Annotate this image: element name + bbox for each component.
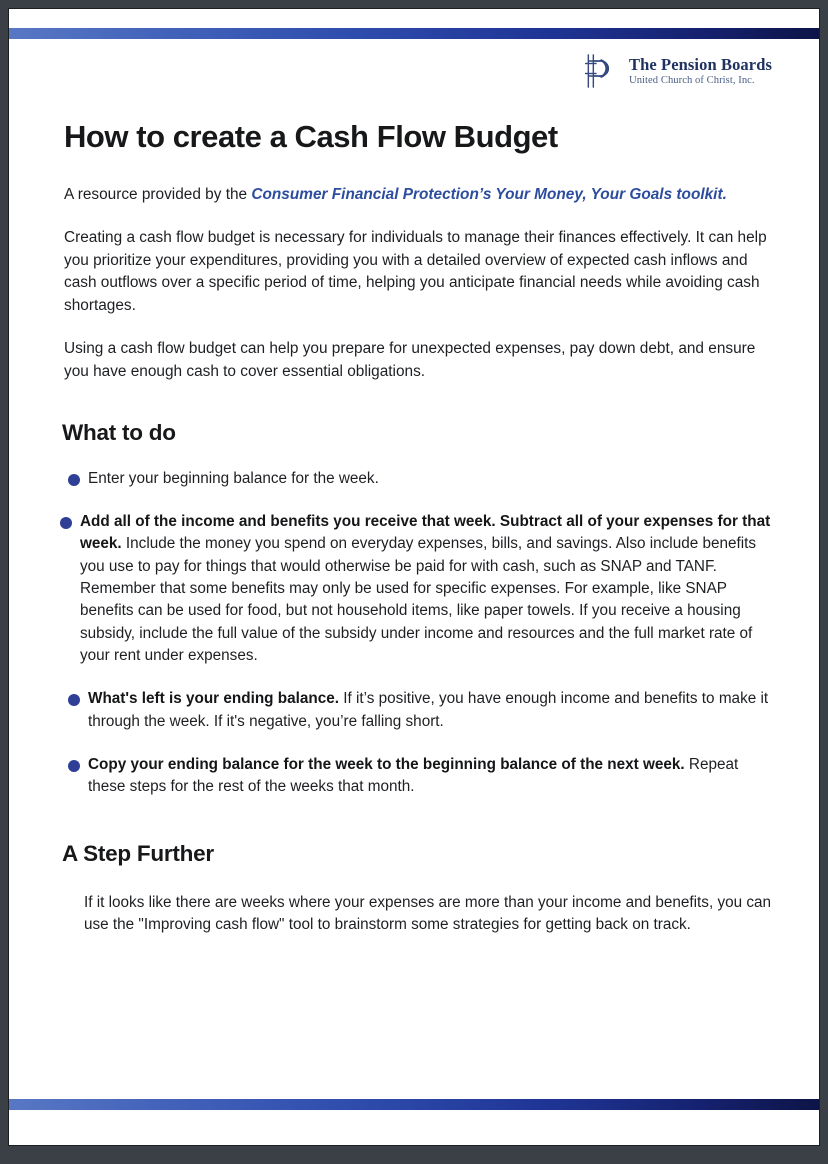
bullet-dot-icon [60, 517, 72, 529]
bullet-lead: What's left is your ending balance. [88, 690, 339, 708]
logo-subtitle: United Church of Christ, Inc. [629, 74, 755, 86]
page-content [9, 39, 819, 937]
list-item [56, 468, 772, 490]
page-title: How to create a Cash Flow Budget [64, 119, 558, 154]
footer-gradient-rule [9, 1099, 819, 1110]
intro-paragraph: Creating a cash flow budget is necessary for individuals to manage their finances effectively. It can help you prioritize your expenditures, providing you with a detailed overview of expected cash inflows and cash outflows over a specific period of time, helping you anticipate financial needs while avoiding cash shortages. [64, 228, 767, 314]
bullet-body: Include the money you spend on everyday expenses, bills, and savings. Also include benefits you use to pay for things that would otherwise be paid for with cash, such as SNAP and TANF. Remember that some benefits may only be used for specific expenses. For example, like SNAP benefits can be used for food, but not household items, like paper towels. If you receive a housing subsidy, include the full value of the subsidy under income and resources and the full market rate of your rent under expenses. [80, 535, 757, 665]
pb-monogram-icon [580, 51, 620, 91]
byline-prefix: A resource provided by the [64, 186, 252, 204]
list-item [56, 511, 772, 667]
resource-byline [64, 185, 772, 206]
list-item [56, 754, 772, 799]
bullet-lead: Copy your ending balance for the week to the beginning balance of the next week. [88, 756, 685, 774]
bullet-dot-icon [68, 474, 80, 486]
step-further-paragraph: If it looks like there are weeks where your expenses are more than your income and benefits, you can use the "Improving cash flow" tool to brainstorm some strategies for getting back on track. [84, 893, 772, 934]
byline-suffix: . [722, 186, 727, 204]
logo-text-block [629, 56, 772, 85]
document-page [8, 8, 820, 1146]
bullet-dot-icon [68, 760, 80, 772]
bullet-body: Repeat these steps for the rest of the weeks that month. [88, 756, 739, 796]
bullet-lead: Add all of the income and benefits you receive that week. Subtract all of your expenses for that week. [80, 513, 771, 553]
what-to-do-list [56, 468, 772, 799]
what-to-do-heading: What to do [62, 419, 176, 445]
bullet-dot-icon [68, 694, 80, 706]
bullet-body: Enter your beginning balance for the week. [88, 469, 379, 487]
header-gradient-rule [9, 28, 819, 39]
bullet-body: If it’s positive, you have enough income and benefits to make it through the week. If it's negative, you’re falling short. [88, 690, 769, 730]
step-further-heading: A Step Further [62, 840, 214, 866]
list-item [56, 688, 772, 733]
organization-logo [56, 48, 772, 94]
toolkit-link[interactable]: Consumer Financial Protection’s Your Money, Your Goals toolkit [251, 186, 723, 204]
second-paragraph: Using a cash flow budget can help you prepare for unexpected expenses, pay down debt, and ensure you have enough cash to cover essential obligations. [64, 340, 756, 381]
logo-title: The Pension Boards [629, 55, 772, 75]
